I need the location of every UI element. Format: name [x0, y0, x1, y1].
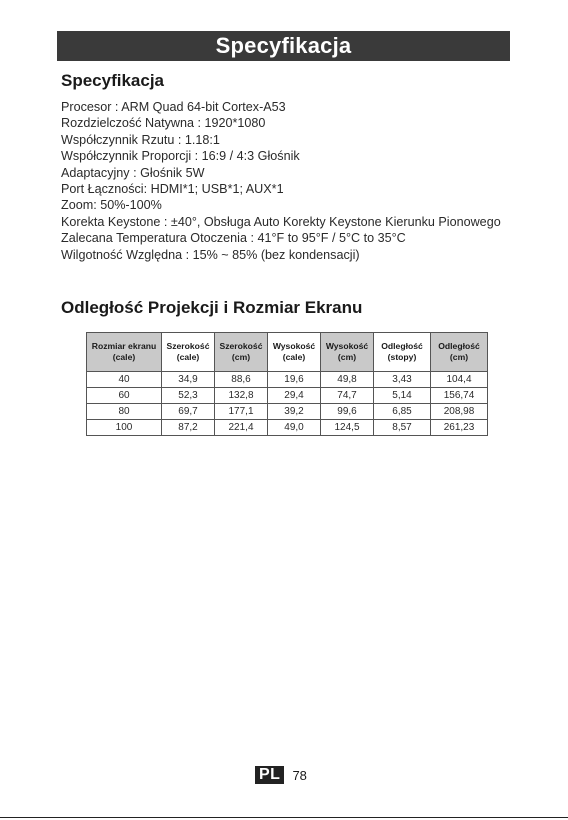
table-row [87, 372, 488, 388]
col-header-screen-size: Rozmiar ekranu (cale) [87, 333, 162, 372]
language-badge: PL [255, 766, 284, 784]
table-cell: 60 [87, 388, 162, 404]
col-header-height-cm: Wysokość (cm) [321, 333, 374, 372]
table-cell: 52,3 [162, 388, 215, 404]
col-header-width-cm: Szerokość (cm) [215, 333, 268, 372]
bottom-divider [0, 817, 568, 818]
table-cell: 124,5 [321, 420, 374, 436]
table-cell: 5,14 [374, 388, 431, 404]
spec-item-ports: Port Łączności: HDMI*1; USB*1; AUX*1 [61, 182, 284, 197]
spec-item-zoom: Zoom: 50%-100% [61, 198, 162, 213]
table-cell: 100 [87, 420, 162, 436]
table-cell: 132,8 [215, 388, 268, 404]
table-cell: 208,98 [431, 404, 488, 420]
table-cell: 80 [87, 404, 162, 420]
spec-item-speaker: Adaptacyjny : Głośnik 5W [61, 165, 205, 180]
table-cell: 49,0 [268, 420, 321, 436]
spec-item-throw-ratio: Współczynnik Rzutu : 1.18:1 [61, 132, 220, 147]
col-header-width-in: Szerokość (cale) [162, 333, 215, 372]
spec-list [61, 99, 501, 263]
table-cell: 261,23 [431, 420, 488, 436]
spec-item-processor: Procesor : ARM Quad 64-bit Cortex-A53 [61, 100, 286, 114]
table-cell: 40 [87, 372, 162, 388]
table-cell: 74,7 [321, 388, 374, 404]
spec-heading: Specyfikacja [61, 71, 165, 90]
table-cell: 34,9 [162, 372, 215, 388]
col-header-distance-ft: Odległość (stopy) [374, 333, 431, 372]
table-cell: 104,4 [431, 372, 488, 388]
page-footer [255, 766, 307, 784]
spec-item-resolution: Rozdzielczość Natywna : 1920*1080 [61, 116, 266, 131]
table-cell: 221,4 [215, 420, 268, 436]
spec-item-keystone: Korekta Keystone : ±40°, Obsługa Auto Korekty Keystone Kierunku Pionowego [61, 214, 501, 229]
projection-table [86, 332, 488, 436]
table-cell: 6,85 [374, 404, 431, 420]
table-cell: 19,6 [268, 372, 321, 388]
table-cell: 49,8 [321, 372, 374, 388]
table-cell: 88,6 [215, 372, 268, 388]
page-banner-title: Specyfikacja [57, 31, 510, 61]
table-cell: 29,4 [268, 388, 321, 404]
spec-item-aspect-ratio: Współczynnik Proporcji : 16:9 / 4:3 Głośnik [61, 149, 300, 164]
table-cell: 8,57 [374, 420, 431, 436]
table-row [87, 388, 488, 404]
table-cell: 177,1 [215, 404, 268, 420]
table-cell: 156,74 [431, 388, 488, 404]
table-cell: 99,6 [321, 404, 374, 420]
table-cell: 69,7 [162, 404, 215, 420]
table-cell: 39,2 [268, 404, 321, 420]
spec-item-humidity: Wilgotność Względna : 15% ~ 85% (bez kondensacji) [61, 247, 360, 262]
table-cell: 3,43 [374, 372, 431, 388]
page-number: 78 [292, 767, 307, 783]
table-header-row [87, 333, 488, 372]
table-cell: 87,2 [162, 420, 215, 436]
table-row [87, 420, 488, 436]
col-header-distance-cm: Odległość (cm) [431, 333, 488, 372]
col-header-height-in: Wysokość (cale) [268, 333, 321, 372]
table-row [87, 404, 488, 420]
spec-item-temperature: Zalecana Temperatura Otoczenia : 41°F to 95°F / 5°C to 35°C [61, 231, 406, 246]
projection-heading: Odległość Projekcji i Rozmiar Ekranu [61, 298, 363, 317]
